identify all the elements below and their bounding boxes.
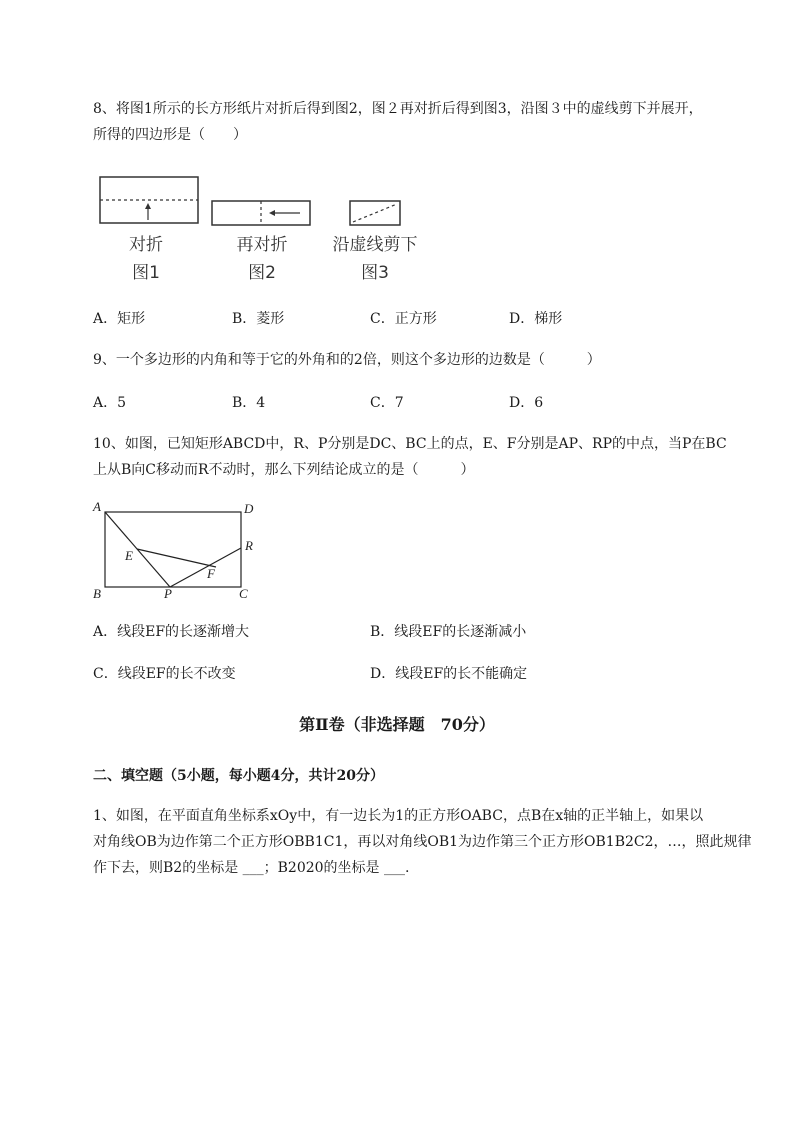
fig3-rectangle: [350, 201, 400, 225]
fill1-text-line2: 对角线OB为边作第二个正方形OBB1C1，再以对角线OB1为边作第三个正方形OB1B2C2，…，照此规律: [93, 834, 752, 850]
segment-pr: [170, 548, 241, 587]
q9-option-b[interactable]: B．4: [232, 395, 266, 411]
label-p: P: [164, 586, 172, 601]
fill1-text-line3: 作下去，则B2的坐标是 ___；B2020的坐标是 ___.: [93, 860, 410, 876]
q10-text-line2: 上从B向C移动而R不动时，那么下列结论成立的是（ ）: [93, 462, 475, 478]
label-e: E: [125, 548, 133, 563]
fig1-caption: 对折: [129, 235, 163, 255]
q8-text-line1: 8、将图1所示的长方形纸片对折后得到图2，图２再对折后得到图3，沿图３中的虚线剪下并展开，: [93, 101, 703, 117]
q9-option-c[interactable]: C．7: [370, 395, 404, 411]
q9-option-a[interactable]: A．5: [93, 395, 127, 411]
fig3-cut-line: [353, 204, 397, 222]
part2-title: 第Ⅱ卷（非选择题 70分）: [299, 715, 495, 734]
q9-text: 9、一个多边形的内角和等于它的外角和的2倍，则这个多边形的边数是（ ）: [93, 352, 601, 368]
q10-rectangle-figure: [88, 498, 268, 604]
q8-option-c[interactable]: C．正方形: [370, 311, 437, 327]
label-f: F: [207, 566, 215, 581]
label-r: R: [245, 538, 253, 553]
fill1-text-line1: 1、如图，在平面直角坐标系xOy中，有一边长为1的正方形OABC，点B在x轴的正半轴上，如果以: [93, 808, 704, 824]
fig2-caption: 再对折: [236, 235, 288, 255]
q8-option-d[interactable]: D．梯形: [509, 311, 563, 327]
q9-option-d[interactable]: D．6: [509, 395, 544, 411]
label-c: C: [239, 586, 248, 601]
q10-option-a[interactable]: A．线段EF的长逐渐增大: [93, 624, 250, 640]
q10-option-c[interactable]: C．线段EF的长不改变: [93, 666, 236, 682]
label-b: B: [93, 586, 101, 601]
q10-text-line1: 10、如图，已知矩形ABCD中，R、P分别是DC、BC上的点，E、F分别是AP、RP的中点，当P在BC: [93, 436, 727, 452]
section2-title: 二、填空题（5小题，每小题4分，共计20分）: [93, 768, 384, 784]
q10-option-b[interactable]: B．线段EF的长逐渐减小: [370, 624, 527, 640]
fig3-caption: 沿虚线剪下: [332, 235, 418, 255]
label-d: D: [244, 501, 254, 516]
q8-option-b[interactable]: B．菱形: [232, 311, 285, 327]
q8-text-line2: 所得的四边形是（ ）: [93, 127, 247, 143]
fig3-label: 图3: [361, 263, 389, 283]
q10-option-d[interactable]: D．线段EF的长不能确定: [370, 666, 528, 682]
segment-ef: [137, 549, 216, 567]
fig2-label: 图2: [248, 263, 276, 283]
q8-fold-figures: [95, 172, 415, 230]
q8-option-a[interactable]: A．矩形: [93, 311, 146, 327]
label-a: A: [93, 499, 101, 514]
fig1-label: 图1: [132, 263, 160, 283]
